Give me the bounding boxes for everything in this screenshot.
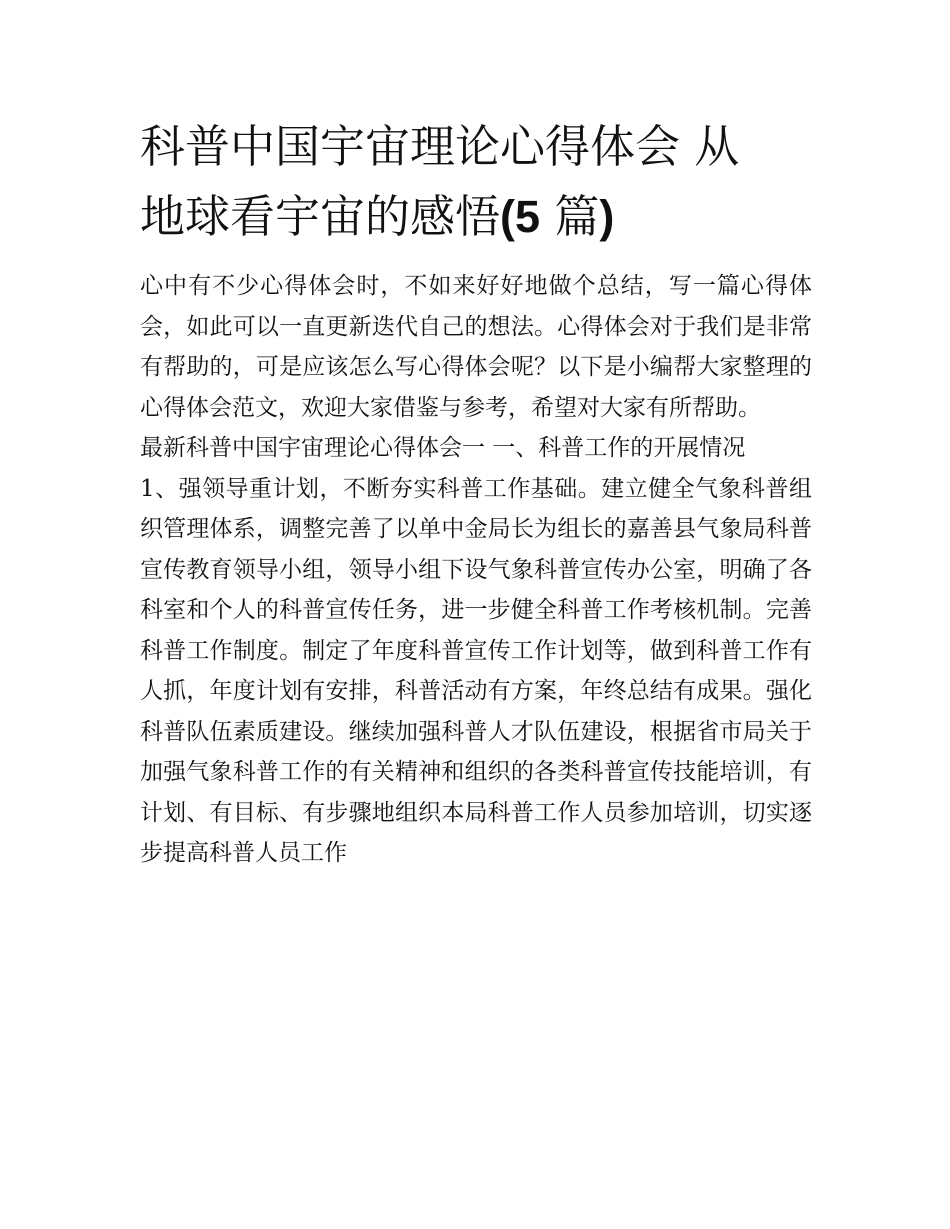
title-line-1: 科普中国宇宙理论心得体会 从 bbox=[140, 120, 740, 173]
title-count-open: (5 bbox=[500, 191, 541, 242]
document-content bbox=[140, 112, 812, 874]
body-paragraph: 1、强领导重计划，不断夯实科普工作基础。建立健全气象科普组织管理体系，调整完善了以单中金局长为组长的嘉善县气象局科普宣传教育领导小组，领导小组下设气象科普宣传办公室，明确了各科室和个人的科普宣传任务，进一步健全科普工作考核机制。完善科普工作制度。制定了年度科普宣传工作计划等，做到科普工作有人抓，年度计划有安排，科普活动有方案，年终总结有成果。强化科普队伍素质建设。继续加强科普人才队伍建设，根据省市局关于加强气象科普工作的有关精神和组织的各类科普宣传技能培训，有计划、有目标、有步骤地组织本局科普工作人员参加培训，切实逐步提高科普人员工作 bbox=[140, 475, 812, 866]
title-line-2-text: 地球看宇宙的感悟 bbox=[140, 190, 501, 243]
title-count-unit: 篇 bbox=[554, 190, 600, 243]
document-title bbox=[140, 112, 812, 252]
section-heading: 最新科普中国宇宙理论心得体会一 一、科普工作的开展情况 bbox=[140, 435, 746, 461]
intro-paragraph: 心中有不少心得体会时，不如来好好地做个总结，写一篇心得体会，如此可以一直更新迭代自己的想法。心得体会对于我们是非常有帮助的，可是应该怎么写心得体会呢？以下是小编帮大家整理的心得体会范文，欢迎大家借鉴与参考，希望对大家有所帮助。 bbox=[140, 273, 812, 421]
title-count-close: ) bbox=[599, 191, 615, 242]
